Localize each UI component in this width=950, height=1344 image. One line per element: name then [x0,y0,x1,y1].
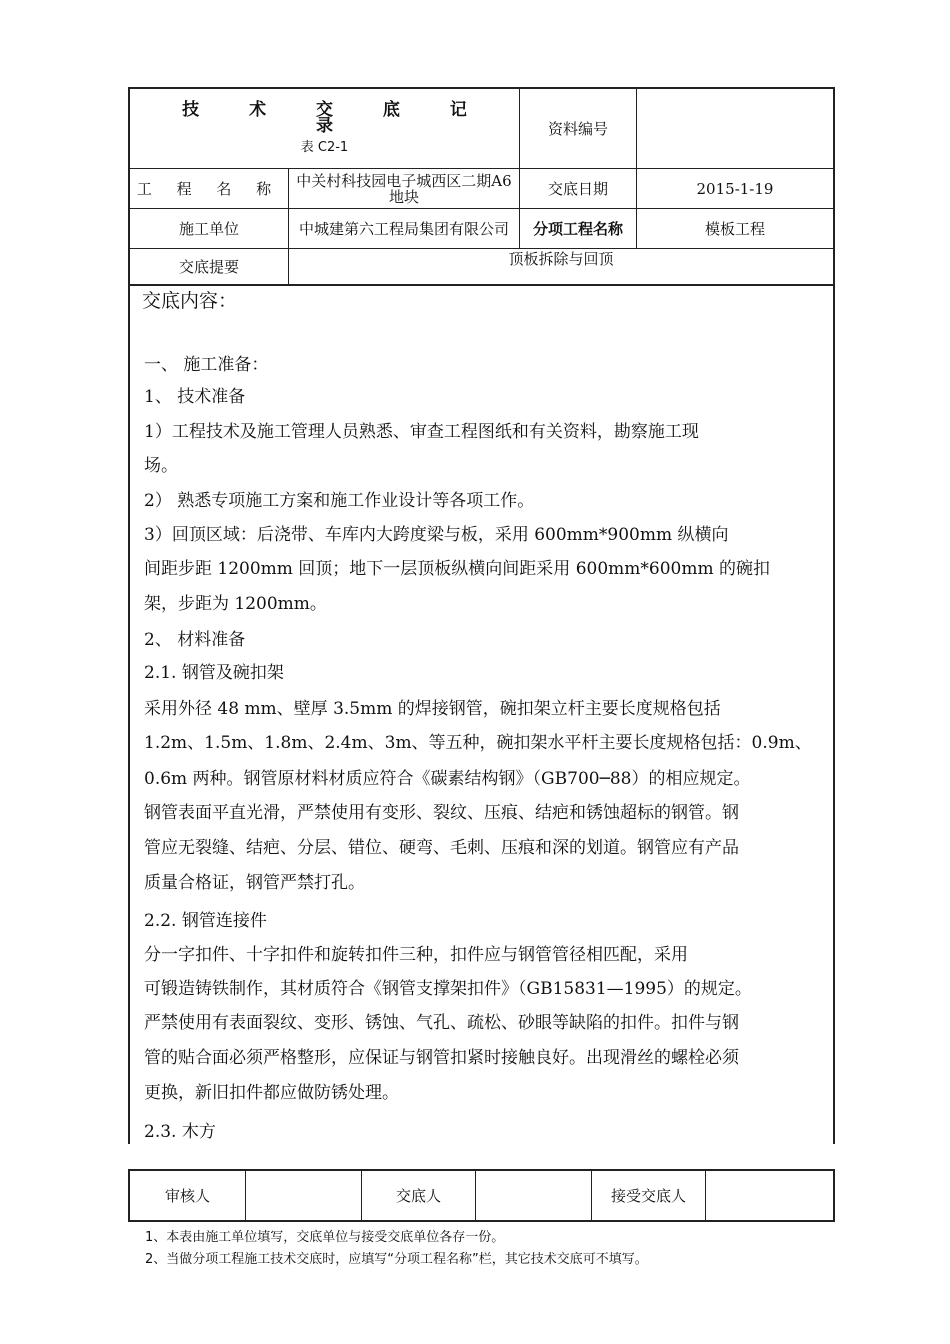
content-line: 2.2. 钢管连接件 [144,911,267,931]
date-label: 交底日期 [520,169,637,209]
unit-value: 中城建第六工程局集团有限公司 [289,209,520,249]
project-value: 中关村科技园电子城西区二期A6 地块 [289,169,520,209]
header-table [128,87,835,286]
date-value: 2015-1-19 [637,169,833,209]
content-line: 1.2m、1.5m、1.8m、2.4m、3m、等五种，碗扣架水平杆主要长度规格包括：0.9m、 [144,733,812,753]
signature-table [128,1169,835,1222]
subproject-value: 模板工程 [637,209,833,249]
receiver-value[interactable] [706,1171,833,1220]
content-line: 管的贴合面必须严格整形，应保证与钢管扣紧时接触良好。出现滑丝的螺栓必须 [144,1048,739,1068]
content-line: 0.6m 两种。钢管原材料材质应符合《碳素结构钢》（GB700─88）的相应规定。 [144,769,751,789]
content-line: 2.3. 木方 [144,1122,216,1142]
content-line: 2） 熟悉专项施工方案和施工作业设计等各项工作。 [144,491,535,511]
content-title: 交底内容： [142,290,238,312]
content-line: 采用外径 48 mm、壁厚 3.5mm 的焊接钢管，碗扣架立杆主要长度规格包括 [144,699,721,719]
subproject-label: 分项工程名称 [520,209,637,249]
content-box [128,284,835,1144]
content-line: 钢管表面平直光滑，严禁使用有变形、裂纹、压痕、结疤和锈蚀超标的钢管。钢 [144,803,739,823]
content-line: 2、 材料准备 [144,630,246,650]
content-line: 场。 [144,456,178,476]
discloser-label: 交底人 [362,1171,476,1220]
content-line: 质量合格证，钢管严禁打孔。 [144,873,365,893]
content-line: 2.1. 钢管及碗扣架 [144,663,284,683]
footnote-2: 2、当做分项工程施工技术交底时，应填写“分项工程名称”栏，其它技术交底可不填写。 [145,1252,648,1267]
content-line: 管应无裂缝、结疤、分层、错位、硬弯、毛刺、压痕和深的划道。钢管应有产品 [144,838,739,858]
form-title: 技 术 交 底 记 录 [182,99,489,136]
content-line: 一、 施工准备： [144,355,269,375]
content-line: 3）回顶区域：后浇带、车库内大跨度梁与板，采用 600mm*900mm 纵横向 [144,525,729,545]
content-line: 1）工程技术及施工管理人员熟悉、审查工程图纸和有关资料，勘察施工现 [144,422,699,442]
summary-value: 顶板拆除与回顶 [508,250,614,268]
content-line: 可锻造铸铁制作，其材质符合《钢管支撑架扣件》（GB15831—1995）的规定。 [144,979,752,999]
content-line: 更换，新旧扣件都应做防锈处理。 [144,1083,399,1103]
doc-no-label: 资料编号 [520,89,637,169]
content-line: 分一字扣件、十字扣件和旋转扣件三种，扣件应与钢管管径相匹配，采用 [144,945,688,965]
content-line: 间距步距 1200mm 回顶；地下一层顶板纵横向间距采用 600mm*600mm 的碗扣 [144,559,770,579]
content-line: 严禁使用有表面裂纹、变形、锈蚀、气孔、疏松、砂眼等缺陷的扣件。扣件与钢 [144,1013,739,1033]
project-label: 工 程 名 称 [130,169,289,209]
unit-label: 施工单位 [130,209,289,249]
reviewer-label: 审核人 [130,1171,246,1220]
content-line: 架，步距为 1200mm。 [144,594,327,614]
footnote-1: 1、本表由施工单位填写，交底单位与接受交底单位各存一份。 [145,1230,505,1245]
content-line: 1、 技术准备 [144,387,246,407]
doc-no-value [637,89,833,169]
receiver-label: 接受交底人 [592,1171,706,1220]
form-number: 表 C2-1 [300,139,349,155]
discloser-value[interactable] [476,1171,592,1220]
summary-label: 交底提要 [130,249,289,284]
reviewer-value[interactable] [246,1171,362,1220]
title-cell [130,89,520,169]
